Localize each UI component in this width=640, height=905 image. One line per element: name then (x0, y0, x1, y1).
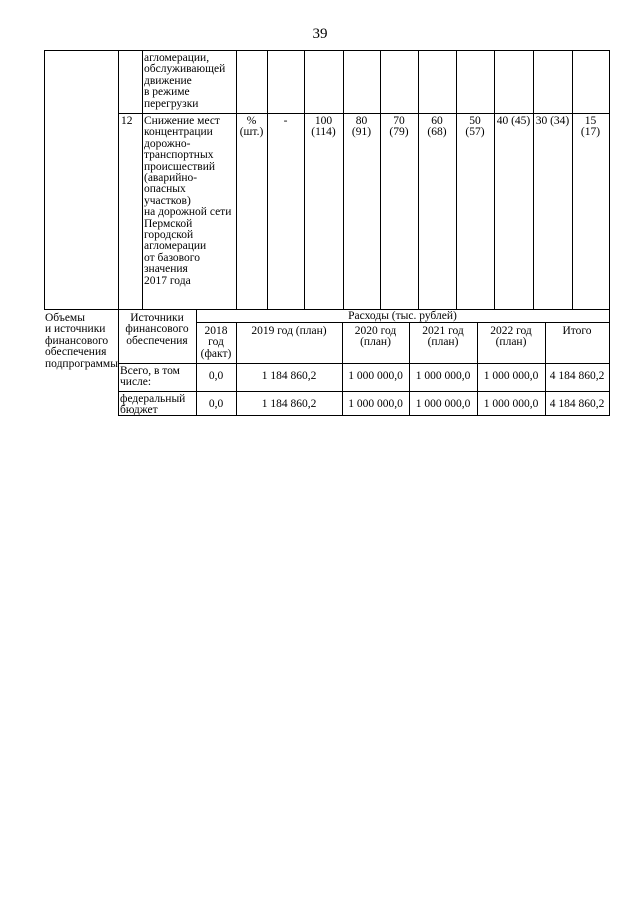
value-total: 4 184 860,2 (549, 398, 605, 410)
value-2022: 1 000 000,0 (483, 398, 539, 410)
row-number: 12 (121, 115, 133, 127)
source-name: федеральный бюджет (120, 393, 186, 417)
total-header: Итого (562, 325, 592, 337)
value-cell: 60 (68) (427, 115, 447, 139)
year-2020-header: 2020 год (план) (354, 325, 397, 349)
value-2020: 1 000 000,0 (348, 370, 403, 382)
value-2022: 1 000 000,0 (483, 370, 539, 382)
value-cell: 50 (57) (465, 115, 485, 139)
unit-cell: % (шт.) (239, 115, 264, 139)
value-2021: 1 000 000,0 (415, 398, 471, 410)
value-cell: 30 (34) (535, 115, 570, 127)
finance-label: Объемы и источники финансового обеспечения подпрограммы (45, 312, 118, 370)
value-cell: 40 (45) (496, 115, 531, 127)
value-cell: 15 (17) (580, 115, 601, 139)
value-cell: 70 (79) (389, 115, 409, 139)
value-2018: 0,0 (208, 370, 224, 382)
value-2019: 1 184 860,2 (261, 370, 317, 382)
value-2019: 1 184 860,2 (261, 398, 317, 410)
base-value: - (283, 115, 288, 127)
value-2020: 1 000 000,0 (348, 398, 403, 410)
value-2021: 1 000 000,0 (415, 370, 471, 382)
year-2022-header: 2022 год (план) (490, 325, 532, 349)
sources-header: Источники финансового обеспечения (125, 312, 189, 347)
continuation-text: агломерации, обслуживающей движение в режиме перегрузки (144, 52, 226, 110)
page-number: 39 (312, 26, 328, 42)
value-cell: 100 (114) (311, 115, 336, 139)
year-2018-header: 2018 год (факт) (200, 325, 232, 360)
year-2019-header: 2019 год (план) (251, 325, 327, 337)
expenses-header: Расходы (тыс. рублей) (348, 310, 457, 322)
value-total: 4 184 860,2 (549, 370, 605, 382)
value-2018: 0,0 (208, 398, 224, 410)
year-2021-header: 2021 год (план) (422, 325, 464, 349)
value-cell: 80 (91) (351, 115, 372, 139)
indicator-name: Снижение мест концентрации дорожно- транспортных происшествий (аварийно- опасных участков) на дорожной сети Пермской городской агломерации от базового значения 2017 года (144, 115, 232, 287)
source-name: Всего, в том числе: (120, 365, 180, 389)
